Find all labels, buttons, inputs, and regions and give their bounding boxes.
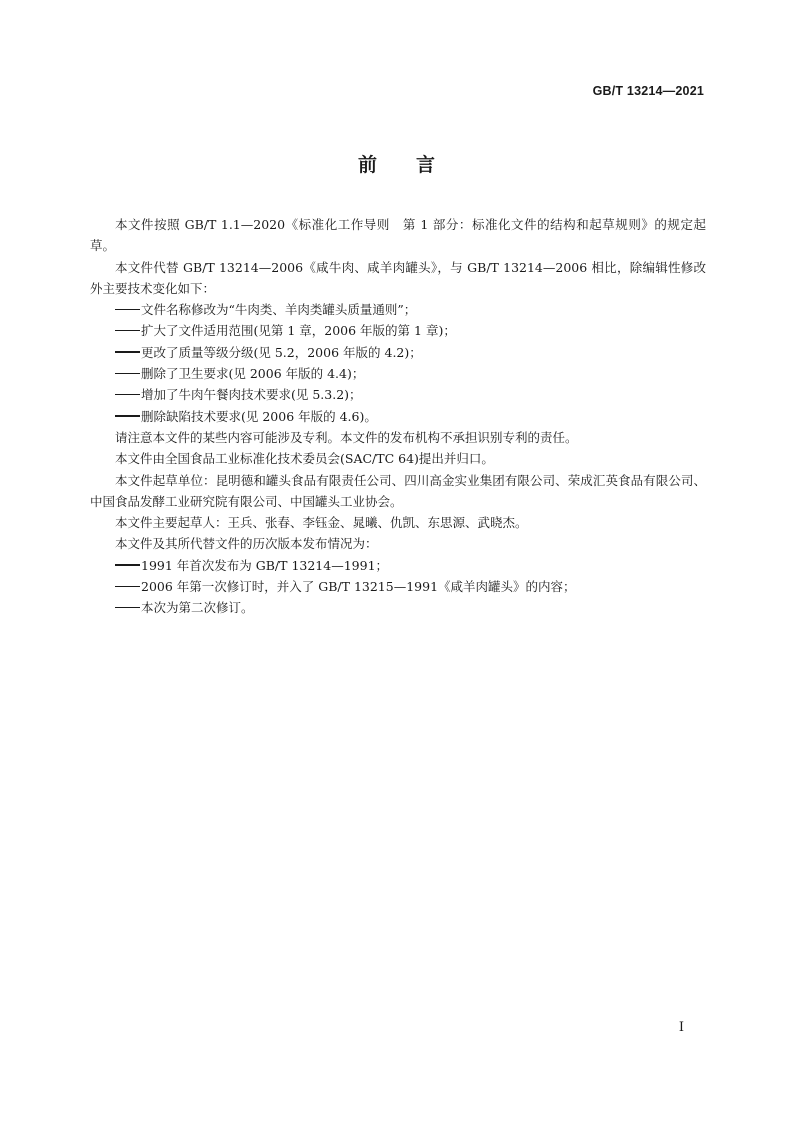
change-text: 文件名称修改为“牛肉类、羊肉类罐头质量通则”； xyxy=(141,302,417,318)
list-item-history xyxy=(90,597,706,618)
dash-marker xyxy=(115,351,140,352)
change-text: 扩大了文件适用范围(见第 1 章，2006 年版的第 1 章)； xyxy=(141,323,456,339)
dash-marker xyxy=(115,586,140,587)
change-text: 更改了质量等级分级(见 5.2，2006 年版的 4.2)； xyxy=(141,344,422,360)
title-char-2: 言 xyxy=(416,154,437,176)
history-text: 2006 年第一次修订时，并入了 GB/T 13215—1991《咸羊肉罐头》的内容； xyxy=(141,579,576,595)
dash-marker xyxy=(115,330,140,331)
paragraph-proposer: 本文件由全国食品工业标准化技术委员会(SAC/TC 64)提出并归口。 xyxy=(115,451,494,467)
change-text: 增加了牛肉午餐肉技术要求(见 5.3.2)； xyxy=(141,387,362,403)
dash-marker xyxy=(115,394,140,395)
paragraph-history-intro: 本文件及其所代替文件的历次版本发布情况为： xyxy=(115,536,378,552)
page-number: I xyxy=(678,1020,684,1035)
paragraph-patent-notice: 请注意本文件的某些内容可能涉及专利。本文件的发布机构不承担识别专利的责任。 xyxy=(115,429,578,445)
list-item-change xyxy=(90,320,706,341)
paragraph-drafting-rules: 本文件按照 GB/T 1.1—2020《标准化工作导则 第 1 部分：标准化文件的结构和起草规则》的规定起草。 xyxy=(90,217,706,254)
paragraph-drafting-units: 本文件起草单位：昆明德和罐头食品有限责任公司、四川高金实业集团有限公司、荣成汇英食品有限公司、中国食品发酵工业研究院有限公司、中国罐头工业协会。 xyxy=(90,472,706,509)
paragraph-drafters: 本文件主要起草人：王兵、张春、李钰金、晁曦、仇凯、东思源、武晓杰。 xyxy=(115,515,528,531)
list-item-change xyxy=(90,363,706,384)
list-item-change xyxy=(90,299,706,320)
list-item-change xyxy=(90,406,706,427)
dash-marker xyxy=(115,309,140,310)
preface-body xyxy=(90,214,706,619)
change-text: 删除了卫生要求(见 2006 年版的 4.4)； xyxy=(141,366,365,382)
list-item-change xyxy=(90,384,706,405)
page-title xyxy=(0,150,794,177)
list-item-history xyxy=(90,555,706,576)
history-text: 本次为第二次修订。 xyxy=(141,600,254,616)
change-text: 删除缺陷技术要求(见 2006 年版的 4.6)。 xyxy=(141,408,377,424)
standard-code: GB/T 13214—2021 xyxy=(592,84,704,98)
dash-marker xyxy=(115,373,140,374)
title-char-1: 前 xyxy=(357,154,378,176)
list-item-change xyxy=(90,342,706,363)
history-text: 1991 年首次发布为 GB/T 13214—1991； xyxy=(141,557,389,573)
dash-marker xyxy=(115,415,140,416)
paragraph-replacement: 本文件代替 GB/T 13214—2006《咸牛肉、咸羊肉罐头》，与 GB/T 13214—2006 相比，除编辑性修改外主要技术变化如下： xyxy=(90,259,706,296)
dash-marker xyxy=(115,607,140,608)
dash-marker xyxy=(115,564,140,565)
list-item-history xyxy=(90,576,706,597)
